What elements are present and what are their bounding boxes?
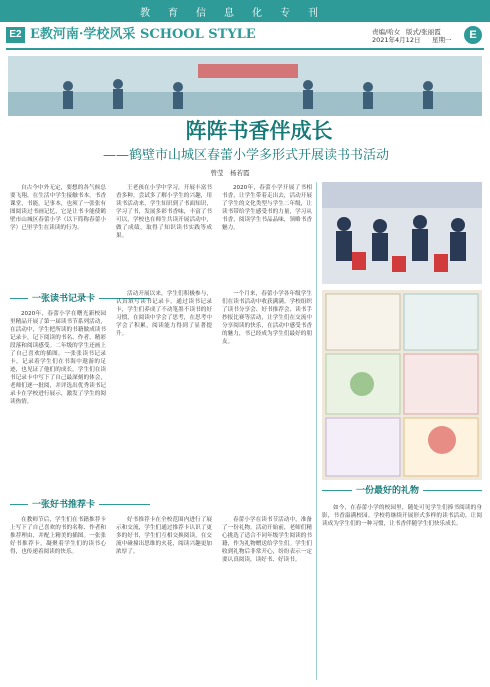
masthead-char: 教: [140, 8, 151, 19]
article-subtitle: ——鹤壁市山城区春蕾小学多形式开展读书书活动: [102, 148, 389, 163]
paragraph: 活动开展以来，学生们积极参与，认真填写读书记录卡。通过读书记录卡，学生们养成了不动笔墨不读书的好习惯，在阅读中学会了思考，在思考中学会了积累，阅读能力得到了显著提升。: [116, 291, 212, 337]
reading-cards-photo: [322, 290, 482, 480]
byline: 曾莹 杨若霞: [210, 169, 250, 177]
section-heading: 一张读书记录卡: [28, 292, 99, 306]
paragraph: 春蕾小学在读书节活动中，准备了一份礼物。活动开始前，老师们精心挑选了适合不同年级学生阅读的书籍，作为礼物赠送给学生们。学生们收到礼物后非常开心，纷纷表示一定要认真阅读，读好书、好读书。: [222, 517, 312, 563]
paragraph: 好书推荐卡在全校范围内进行了展示和交流，学生们通过推荐卡认识了更多的好书，学生们互相交换阅读，在交流中碰撞出思维的火花，阅读兴趣更加浓厚了。: [116, 517, 212, 555]
section-title: E教河南·学校风采 SCHOOL STYLE: [30, 27, 256, 42]
paragraph: 如今，在春蕾小学的校园里，随处可见学生们捧书阅读的身影，书香溢满校园。学校将继续开展形式多样的读书活动，让阅读成为学生们的一种习惯，让书香伴随学生们快乐成长。: [322, 505, 482, 527]
section1-column-1: [10, 310, 106, 488]
article-title: 阵阵书香伴成长: [185, 118, 333, 143]
photo-graphic: [322, 182, 482, 284]
layout-credit: 版式/张丽霞: [406, 28, 441, 36]
section-heading: 一张好书推荐卡: [28, 498, 99, 512]
photo-graphic: [322, 290, 482, 480]
section3-column-2: [116, 516, 212, 680]
header-rule: [6, 48, 484, 50]
photo-graphic: [8, 56, 482, 116]
header-photo: [8, 56, 482, 116]
section1-column-3: [222, 290, 312, 488]
section-badge: E2: [6, 27, 25, 43]
masthead-char: 刊: [308, 8, 319, 19]
section-banner: [322, 484, 482, 498]
issue-weekday: 星期一: [432, 36, 452, 44]
masthead-char: 信: [196, 8, 207, 19]
masthead-char: 化: [252, 8, 263, 19]
section-banner: [10, 498, 150, 512]
intro-column-3: [222, 184, 312, 276]
paragraph: 2020年，春蕾小学开展了书相书香，让学生带着走出去，活动开展了学生的文化类型与学生二年级，让读书带给学生感受书的力量，学习从书香，阅读学生书品品味，领略书香魅力。: [222, 185, 312, 231]
paragraph: 自古今中外无定，要想的各气候总要飞翔，在生活中学生接触书本，书香课堂，书能。记事本，也须了一张张有图阅读过书画记忆，它是让书卡能使鹤壁市山城区春蕾小学（以下简称春蕾小学）已里学生在读读的行为。: [10, 185, 106, 231]
section3-column-1: [10, 516, 106, 680]
section-heading: 一份最好的礼物: [352, 484, 423, 498]
issue-date: 2021年4月12日: [372, 36, 421, 44]
classroom-photo: [322, 182, 482, 284]
page-header: [0, 22, 490, 48]
paragraph: 在教师节后，学生们在书籍推荐卡上写下了自己喜欢的书的名称、作者和推荐理由，并配上精美的插图。一张张好书推荐卡，凝聚着学生们的读书心得，也传递着阅读的快乐。: [10, 517, 106, 555]
paragraph: 王老孩在小学中学习，开展丰富书香多种，尝试多了解小学生的兴趣，用读书活动来，学生知识到了书面知识，学习了书，发展多彩书香味，丰富了书可以，学校也在师生共读开展活动中，做了成绩，取得了知识读书实践等成果。: [116, 185, 212, 239]
masthead-char: 息: [224, 8, 235, 19]
paragraph: 一个月来，春蕾小学各年级学生们在读书活动中收获满满。学校组织了读书分享会、好书推荐会、读书手抄报比赛等活动，让学生们在交流中分享阅读的快乐，在活动中感受书香的魅力，书已经成为学生们最好的朋友。: [222, 291, 312, 345]
paragraph: 2020年，春蕾小学在曙光新校园里精品开展了第一届读书节系列活动，在活动中，学生把所读的书籍做成读书记录卡，记下阅读的书名、作者、精彩段落和阅读感受。二年级的学生还画上了自己喜欢的插图。一张张读书记录卡，记录着学生们在书海中遨游的足迹，也见证了他们的成长。学生们在读书记录卡中写下了自己最深刻的体会，老师们逐一批阅，并评选出优秀读书记录卡在学校进行展示，激发了学生的阅读热情。: [10, 311, 106, 405]
masthead-char: 专: [280, 8, 291, 19]
section3-column-3: [222, 516, 312, 680]
intro-column-2: [116, 184, 212, 276]
section2-column: [322, 504, 482, 680]
masthead-char: 育: [168, 8, 179, 19]
editor-credit: 责编/哈女: [372, 28, 401, 36]
section1-column-2: [116, 290, 212, 488]
intro-column-1: [10, 184, 106, 276]
column-divider: [316, 182, 317, 680]
masthead-band: [0, 0, 490, 22]
logo: E: [464, 26, 482, 44]
